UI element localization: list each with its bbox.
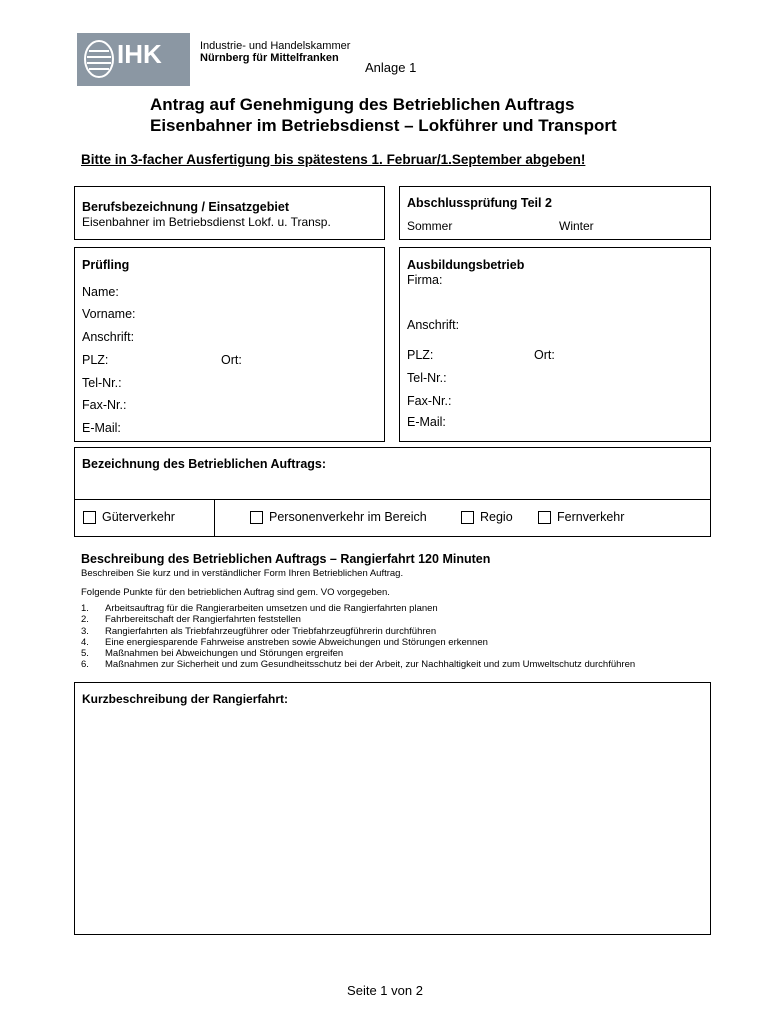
beruf-label: Berufsbezeichnung / Einsatzgebiet [82, 200, 289, 214]
name-field[interactable]: Name: [82, 285, 119, 299]
checkbox-gueterverkehr[interactable] [83, 511, 96, 524]
deadline-notice: Bitte in 3-facher Ausfertigung bis spätestens 1. Februar/1.September abgeben! [81, 152, 586, 167]
list-item: 3. Rangierfahrten als Triebfahrzeugführer oder Triebfahrzeugführerin durchführen [81, 625, 437, 637]
list-item: 2. Fahrbereitschaft der Rangierfahrten feststellen [81, 614, 301, 626]
fax-field[interactable]: Fax-Nr.: [82, 398, 127, 412]
auftrag-divider [75, 499, 710, 500]
betrieb-fax-field[interactable]: Fax-Nr.: [407, 394, 452, 408]
ort-field[interactable]: Ort: [221, 353, 242, 367]
plz-field[interactable]: PLZ: [82, 353, 109, 367]
list-item: 4. Eine energiesparende Fahrweise anstreben sowie Abweichungen und Störungen erkennen [81, 636, 488, 648]
ihk-logo [77, 33, 190, 86]
auftrag-box [74, 447, 711, 537]
beschreibung-intro: Beschreiben Sie kurz und in verständlicher Form Ihren Betrieblichen Auftrag. [81, 568, 404, 579]
pruefung-label: Abschlussprüfung Teil 2 [407, 196, 552, 210]
betrieb-label: Ausbildungsbetrieb [407, 258, 525, 272]
list-item: 6. Maßnahmen zur Sicherheit und zum Gesundheitsschutz bei der Arbeit, zur Nachhaltigkeit und zum Umweltschutz durchführen [81, 659, 636, 671]
option-winter[interactable]: Winter [559, 219, 594, 233]
kurzbeschreibung-label: Kurzbeschreibung der Rangierfahrt: [82, 692, 289, 706]
betrieb-anschrift-field[interactable]: Anschrift: [407, 318, 460, 332]
page-title: Antrag auf Genehmigung des Betrieblichen Auftrags Eisenbahner im Betriebsdienst – Lokführer und Transport [150, 95, 617, 135]
checkbox-fernverkehr-label: Fernverkehr [557, 510, 625, 524]
checkbox-regio[interactable] [461, 511, 474, 524]
checkbox-personenverkehr[interactable] [250, 511, 263, 524]
checkbox-fernverkehr[interactable] [538, 511, 551, 524]
betrieb-ort-field[interactable]: Ort: [534, 348, 555, 362]
beruf-box [74, 186, 385, 240]
beruf-value[interactable]: Eisenbahner im Betriebsdienst Lokf. u. Transp. [82, 215, 331, 229]
chamber-name: Industrie- und Handelskammer Nürnberg für Mittelfranken [200, 40, 351, 64]
list-item: 1. Arbeitsauftrag für die Rangierarbeiten umsetzen und die Rangierfahrten planen [81, 603, 438, 614]
betrieb-tel-field[interactable]: Tel-Nr.: [407, 371, 447, 385]
checkbox-personenverkehr-label: Personenverkehr im Bereich [269, 510, 427, 524]
pruefling-box [74, 247, 385, 442]
eagle-emblem-icon [83, 39, 115, 79]
pruefling-label: Prüfling [82, 258, 130, 272]
tel-field[interactable]: Tel-Nr.: [82, 376, 122, 390]
kurzbeschreibung-box[interactable] [74, 682, 711, 935]
auftrag-label: Bezeichnung des Betrieblichen Auftrags: [82, 457, 327, 471]
email-field[interactable]: E-Mail: [82, 421, 121, 435]
firma-field[interactable]: Firma: [407, 273, 443, 287]
beschreibung-heading: Beschreibung des Betrieblichen Auftrags – Rangierfahrt 120 Minuten [81, 552, 491, 566]
anlage-label: Anlage 1 [365, 60, 417, 75]
page-number: Seite 1 von 2 [347, 983, 423, 998]
beschreibung-points-intro: Folgende Punkte für den betrieblichen Auftrag sind gem. VO vorgegeben. [81, 587, 390, 598]
checkbox-regio-label: Regio [480, 510, 513, 524]
vorname-field[interactable]: Vorname: [82, 307, 136, 321]
logo-text: IHK [117, 39, 162, 69]
anschrift-field[interactable]: Anschrift: [82, 330, 135, 344]
pruefung-box [399, 186, 711, 240]
list-item: 5. Maßnahmen bei Abweichungen und Störungen ergreifen [81, 648, 344, 660]
auftrag-cell-divider [214, 499, 215, 537]
option-sommer[interactable]: Sommer [407, 219, 453, 233]
requirements-list [81, 603, 635, 671]
betrieb-box [399, 247, 711, 442]
betrieb-email-field[interactable]: E-Mail: [407, 415, 446, 429]
checkbox-gueterverkehr-label: Güterverkehr [102, 510, 175, 524]
betrieb-plz-field[interactable]: PLZ: [407, 348, 434, 362]
